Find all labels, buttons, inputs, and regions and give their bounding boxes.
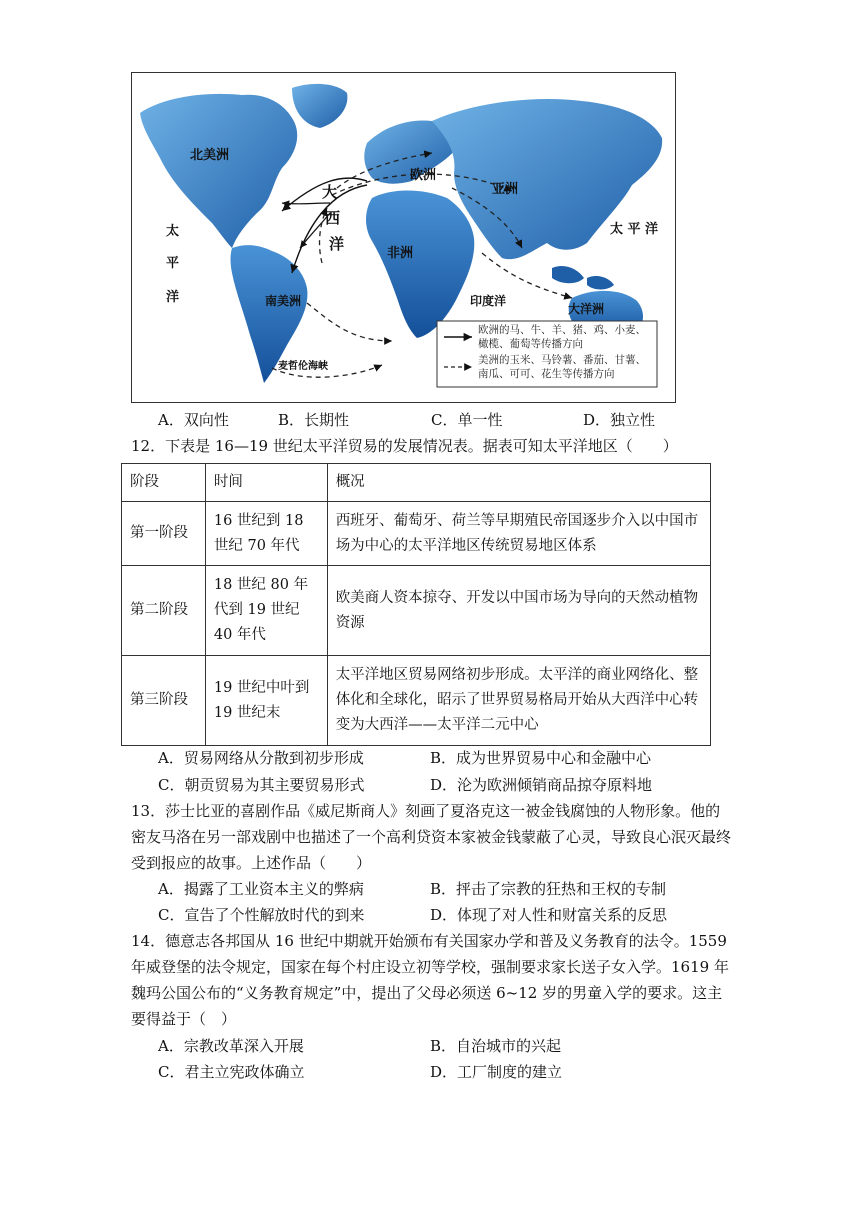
label-atlantic-3: 洋 bbox=[329, 235, 345, 253]
label-indian-ocean: 印度洋 bbox=[470, 294, 507, 308]
table-header-desc: 概况 bbox=[327, 464, 710, 502]
table-row bbox=[122, 566, 711, 656]
table-cell-desc: 欧美商人资本掠夺、开发以中国市场为导向的天然动植物资源 bbox=[327, 566, 710, 656]
table-header-row bbox=[122, 464, 711, 502]
label-asia: 亚洲 bbox=[492, 182, 519, 197]
table-cell-stage: 第二阶段 bbox=[122, 566, 206, 656]
q14-option-a[interactable]: A．宗教改革深入开展 bbox=[158, 1037, 304, 1055]
label-oceania: 大洋洲 bbox=[568, 302, 605, 316]
q11-option-c[interactable]: C．单一性 bbox=[431, 411, 503, 429]
table-header-stage: 阶段 bbox=[122, 464, 206, 502]
label-pacific-west-3: 洋 bbox=[166, 290, 180, 305]
sea-islands-land bbox=[552, 266, 614, 289]
solid-route-3 bbox=[282, 203, 330, 204]
q11-option-b[interactable]: B．长期性 bbox=[278, 411, 350, 429]
q14-stem: 14．德意志各邦国从 16 世纪中期就开始颁布有关国家办学和普及义务教育的法令。1559 年威登堡的法令规定，国家在每个村庄设立初等学校，强制要求家长送子女入学。1619 年魏玛公国公布的“义务教育规定”中，提出了父母必须送 6~12 岁的男童入学的要求。这主要得益于（ ） bbox=[131, 932, 729, 1028]
label-europe: 欧洲 bbox=[410, 168, 437, 183]
table-header-time: 时间 bbox=[205, 464, 327, 502]
label-africa: 非洲 bbox=[387, 246, 414, 261]
q12-option-d[interactable]: D．沦为欧洲倾销商品掠夺原料地 bbox=[430, 776, 653, 794]
label-magellan: 麦哲伦海峡 bbox=[278, 361, 328, 372]
dashed-route-4 bbox=[307, 303, 392, 341]
q13-option-a[interactable]: A．揭露了工业资本主义的弊病 bbox=[158, 880, 364, 898]
q12-option-b[interactable]: B．成为世界贸易中心和金融中心 bbox=[430, 749, 652, 767]
q13-option-c[interactable]: C．宣告了个性解放时代的到来 bbox=[158, 906, 365, 924]
table-cell-time: 19 世纪中叶到 19 世纪末 bbox=[205, 656, 327, 746]
q11-option-d[interactable]: D．独立性 bbox=[583, 411, 656, 429]
q13-stem: 13．莎士比亚的喜剧作品《威尼斯商人》刻画了夏洛克这一被金钱腐蚀的人物形象。他的密友马洛在另一部戏剧中也描述了一个高利贷资本家被金钱蒙蔽了心灵，导致良心泯灭最终受到报应的故事。上述作品（ ） bbox=[131, 802, 732, 872]
q13-option-b[interactable]: B．抨击了宗教的狂热和王权的专制 bbox=[430, 880, 667, 898]
north-america-land bbox=[140, 94, 297, 248]
table-row bbox=[122, 656, 711, 746]
legend-solid-line1: 欧洲的马、牛、羊、猪、鸡、小麦、 bbox=[478, 324, 646, 336]
q12-stem: 12．下表是 16—19 世纪太平洋贸易的发展情况表。据表可知太平洋地区（ ） bbox=[131, 437, 678, 455]
table-cell-stage: 第一阶段 bbox=[122, 502, 206, 566]
greenland-land bbox=[292, 84, 347, 128]
q14-option-c[interactable]: C．君主立宪政体确立 bbox=[158, 1063, 305, 1081]
q12-option-a[interactable]: A．贸易网络从分散到初步形成 bbox=[158, 749, 364, 767]
label-atlantic-2: 西 bbox=[325, 209, 341, 227]
world-map-figure bbox=[131, 72, 676, 403]
table-row bbox=[122, 502, 711, 566]
table-cell-time: 16 世纪到 18 世纪 70 年代 bbox=[205, 502, 327, 566]
table-cell-desc: 西班牙、葡萄牙、荷兰等早期殖民帝国逐步介入以中国市场为中心的太平洋地区传统贸易地区体系 bbox=[327, 502, 710, 566]
q12-table bbox=[121, 463, 711, 746]
label-north-america: 北美洲 bbox=[190, 148, 230, 163]
q11-option-a[interactable]: A．双向性 bbox=[158, 411, 229, 429]
q14-option-b[interactable]: B．自治城市的兴起 bbox=[430, 1037, 562, 1055]
label-pacific-east: 太 平 洋 bbox=[610, 222, 659, 237]
q12-option-c[interactable]: C．朝贡贸易为其主要贸易形式 bbox=[158, 776, 365, 794]
map-legend bbox=[437, 321, 657, 387]
label-pacific-west-2: 平 bbox=[166, 256, 180, 271]
q14-option-d[interactable]: D．工厂制度的建立 bbox=[430, 1063, 563, 1081]
label-atlantic-1: 大 bbox=[322, 183, 338, 201]
legend-solid-line2: 橄榄、葡萄等传播方向 bbox=[478, 338, 583, 350]
q13-option-d[interactable]: D．体现了对人性和财富关系的反思 bbox=[430, 906, 668, 924]
legend-dashed-line2: 南瓜、可可、花生等传播方向 bbox=[478, 368, 615, 380]
table-cell-time: 18 世纪 80 年代到 19 世纪 40 年代 bbox=[205, 566, 327, 656]
africa-land bbox=[366, 191, 474, 339]
label-pacific-west-1: 太 bbox=[166, 224, 180, 239]
legend-dashed-line1: 美洲的玉米、马铃薯、番茄、甘薯、 bbox=[478, 354, 646, 366]
table-cell-stage: 第三阶段 bbox=[122, 656, 206, 746]
world-map-svg bbox=[132, 73, 676, 403]
label-south-america: 南美洲 bbox=[265, 294, 302, 308]
table-cell-desc: 太平洋地区贸易网络初步形成。太平洋的商业网络化、整体化和全球化，昭示了世界贸易格局开始从大西洋中心转变为大西洋——太平洋二元中心 bbox=[327, 656, 710, 746]
